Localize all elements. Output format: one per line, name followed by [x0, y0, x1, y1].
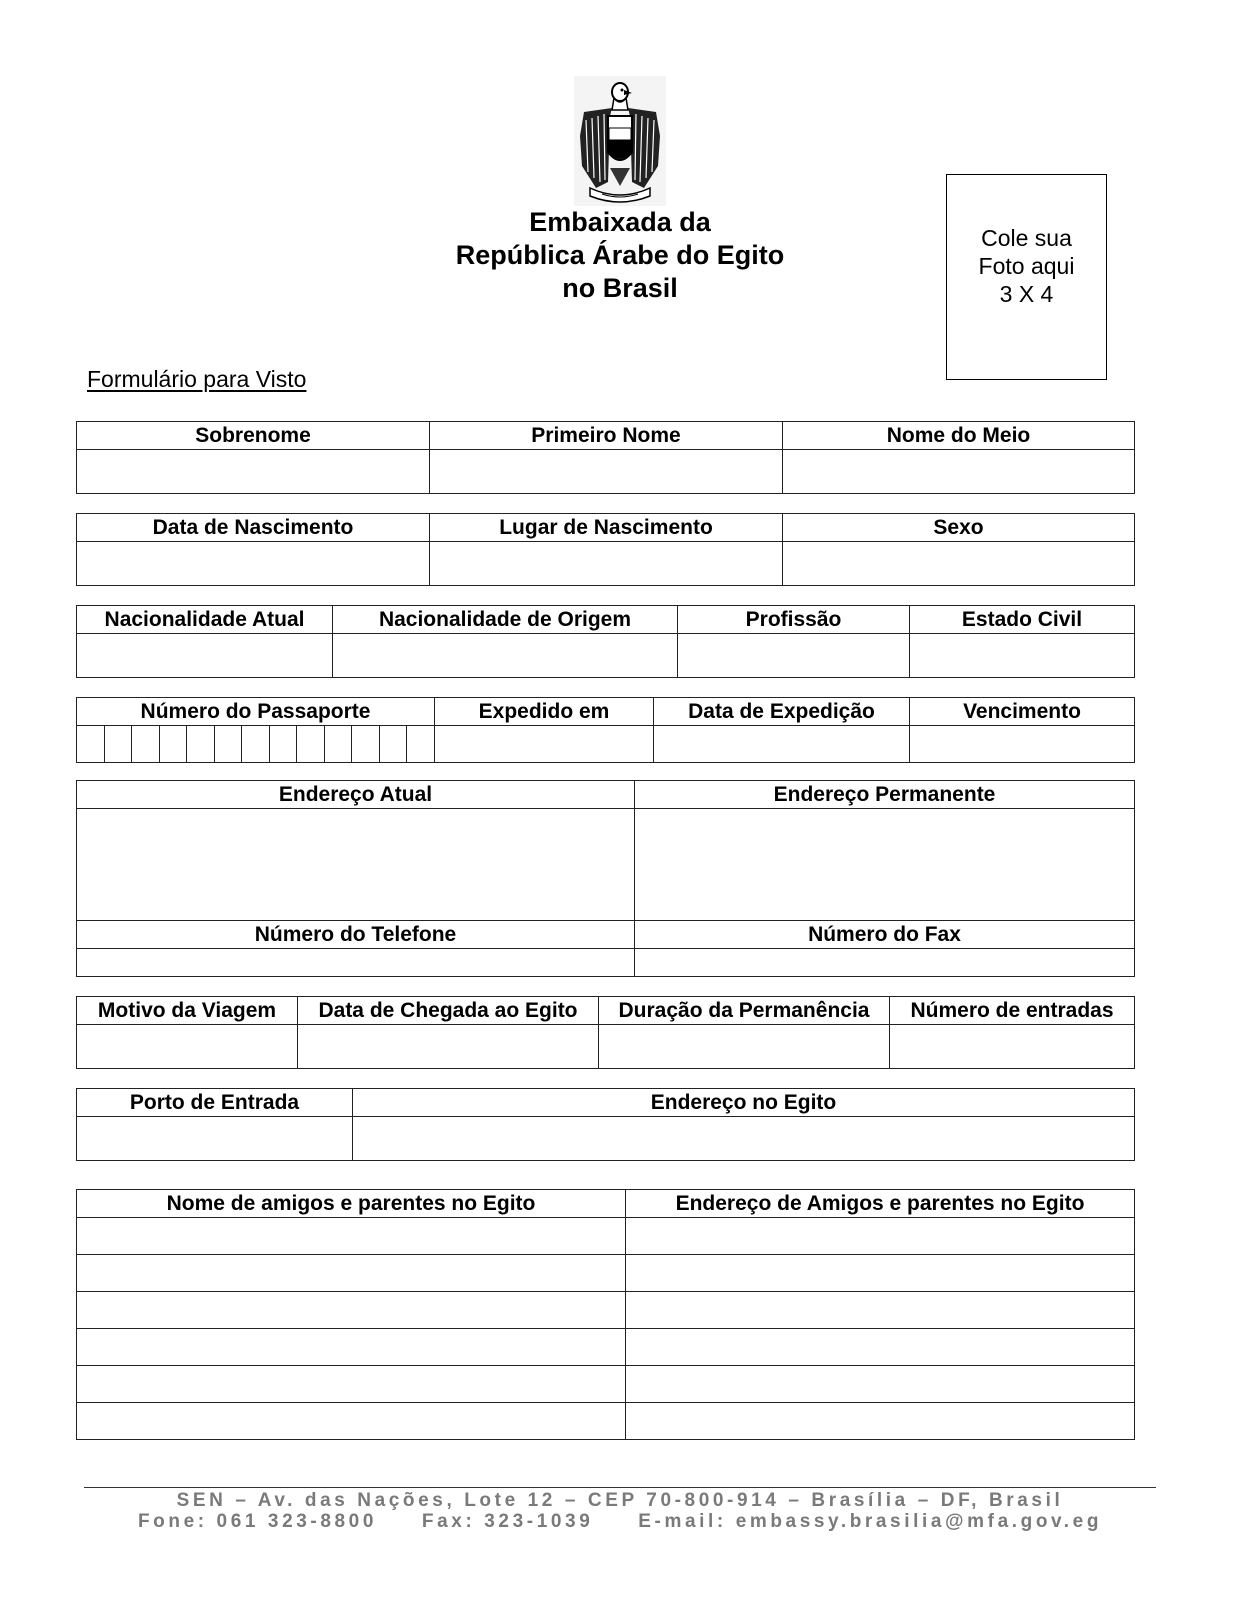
friend-name-field[interactable] — [77, 1366, 626, 1403]
arrival-date-field[interactable] — [298, 1025, 599, 1069]
birth-date-field[interactable] — [77, 542, 430, 586]
middle-name-field[interactable] — [783, 450, 1135, 494]
names-table — [76, 421, 1135, 494]
fax-number-field[interactable] — [635, 949, 1135, 977]
address-in-egypt-field[interactable] — [353, 1117, 1135, 1161]
label-number-of-entries: Número de entradas — [890, 997, 1135, 1025]
footer-phone: Fone: 061 323-8800 — [137, 1511, 378, 1532]
label-current-address: Endereço Atual — [77, 781, 635, 809]
origin-nationality-field[interactable] — [333, 634, 678, 678]
surname-field[interactable] — [77, 450, 430, 494]
label-address-in-egypt: Endereço no Egito — [353, 1089, 1135, 1117]
permanent-address-field[interactable] — [635, 809, 1135, 921]
friend-name-field[interactable] — [77, 1218, 626, 1255]
friend-name-field[interactable] — [77, 1292, 626, 1329]
friend-address-field[interactable] — [626, 1403, 1135, 1440]
label-port-of-entry: Porto de Entrada — [77, 1089, 353, 1117]
label-issue-date: Data de Expedição — [654, 698, 910, 726]
label-passport-number: Número do Passaporte — [77, 698, 435, 726]
label-fax-number: Número do Fax — [635, 921, 1135, 949]
passport-table — [76, 697, 1135, 763]
number-of-entries-field[interactable] — [890, 1025, 1135, 1069]
label-surname: Sobrenome — [77, 422, 430, 450]
birth-table — [76, 513, 1135, 586]
passport-digit-boxes — [77, 726, 434, 762]
nationality-table — [76, 605, 1135, 678]
sex-field[interactable] — [783, 542, 1135, 586]
photo-box-line-2: Foto aqui — [978, 253, 1075, 279]
passport-digit-box[interactable] — [77, 726, 105, 762]
label-birth-place: Lugar de Nascimento — [430, 514, 783, 542]
embassy-title — [420, 206, 820, 305]
stay-duration-field[interactable] — [599, 1025, 890, 1069]
label-profession: Profissão — [678, 606, 910, 634]
port-of-entry-field[interactable] — [77, 1117, 353, 1161]
footer-fax: Fax: 323-1039 — [421, 1511, 594, 1532]
marital-status-field[interactable] — [910, 634, 1135, 678]
friend-address-field[interactable] — [626, 1292, 1135, 1329]
label-arrival-date: Data de Chegada ao Egito — [298, 997, 599, 1025]
friend-address-field[interactable] — [626, 1255, 1135, 1292]
friend-name-field[interactable] — [77, 1255, 626, 1292]
friends-table — [76, 1189, 1135, 1440]
current-address-field[interactable] — [77, 809, 635, 921]
birth-place-field[interactable] — [430, 542, 783, 586]
footer-contacts — [84, 1511, 1156, 1533]
passport-number-field[interactable] — [77, 726, 435, 763]
label-stay-duration: Duração da Permanência — [599, 997, 890, 1025]
footer-divider — [84, 1487, 1156, 1488]
passport-digit-box[interactable] — [407, 726, 434, 762]
passport-digit-box[interactable] — [215, 726, 243, 762]
photo-box-line-1: Cole sua — [981, 225, 1072, 251]
eagle-emblem-icon — [574, 76, 666, 206]
friend-name-field[interactable] — [77, 1403, 626, 1440]
label-current-nationality: Nacionalidade Atual — [77, 606, 333, 634]
passport-digit-box[interactable] — [352, 726, 380, 762]
label-first-name: Primeiro Nome — [430, 422, 783, 450]
label-expiry: Vencimento — [910, 698, 1135, 726]
title-line-1: Embaixada da — [529, 207, 711, 237]
friend-address-field[interactable] — [626, 1329, 1135, 1366]
label-issued-in: Expedido em — [435, 698, 654, 726]
issued-in-field[interactable] — [435, 726, 654, 763]
label-friends-addresses: Endereço de Amigos e parentes no Egito — [626, 1190, 1135, 1218]
friend-address-field[interactable] — [626, 1218, 1135, 1255]
first-name-field[interactable] — [430, 450, 783, 494]
passport-digit-box[interactable] — [242, 726, 270, 762]
friend-address-field[interactable] — [626, 1366, 1135, 1403]
footer-email: E-mail: embassy.brasilia@mfa.gov.eg — [638, 1511, 1103, 1532]
passport-digit-box[interactable] — [270, 726, 298, 762]
issue-date-field[interactable] — [654, 726, 910, 763]
passport-digit-box[interactable] — [187, 726, 215, 762]
entry-table — [76, 1088, 1135, 1161]
expiry-field[interactable] — [910, 726, 1135, 763]
photo-box-line-3: 3 X 4 — [999, 281, 1054, 307]
label-phone-number: Número do Telefone — [77, 921, 635, 949]
label-birth-date: Data de Nascimento — [77, 514, 430, 542]
trip-reason-field[interactable] — [77, 1025, 298, 1069]
title-line-2: República Árabe do Egito — [455, 240, 785, 270]
footer-address: SEN – Av. das Nações, Lote 12 – CEP 70-800-914 – Brasília – DF, Brasil — [176, 1490, 1064, 1511]
current-nationality-field[interactable] — [77, 634, 333, 678]
passport-digit-box[interactable] — [132, 726, 160, 762]
passport-digit-box[interactable] — [380, 726, 408, 762]
label-friends-names: Nome de amigos e parentes no Egito — [77, 1190, 626, 1218]
photo-box[interactable] — [946, 174, 1107, 380]
profession-field[interactable] — [678, 634, 910, 678]
passport-digit-box[interactable] — [325, 726, 353, 762]
label-sex: Sexo — [783, 514, 1135, 542]
passport-digit-box[interactable] — [105, 726, 133, 762]
label-marital-status: Estado Civil — [910, 606, 1135, 634]
label-permanent-address: Endereço Permanente — [635, 781, 1135, 809]
phone-number-field[interactable] — [77, 949, 635, 977]
travel-table — [76, 996, 1135, 1069]
passport-digit-box[interactable] — [160, 726, 188, 762]
label-trip-reason: Motivo da Viagem — [77, 997, 298, 1025]
label-middle-name: Nome do Meio — [783, 422, 1135, 450]
passport-digit-box[interactable] — [297, 726, 325, 762]
address-table — [76, 780, 1135, 977]
form-title: Formulário para Visto — [87, 366, 307, 392]
title-line-3: no Brasil — [562, 273, 678, 303]
label-origin-nationality: Nacionalidade de Origem — [333, 606, 678, 634]
friend-name-field[interactable] — [77, 1329, 626, 1366]
